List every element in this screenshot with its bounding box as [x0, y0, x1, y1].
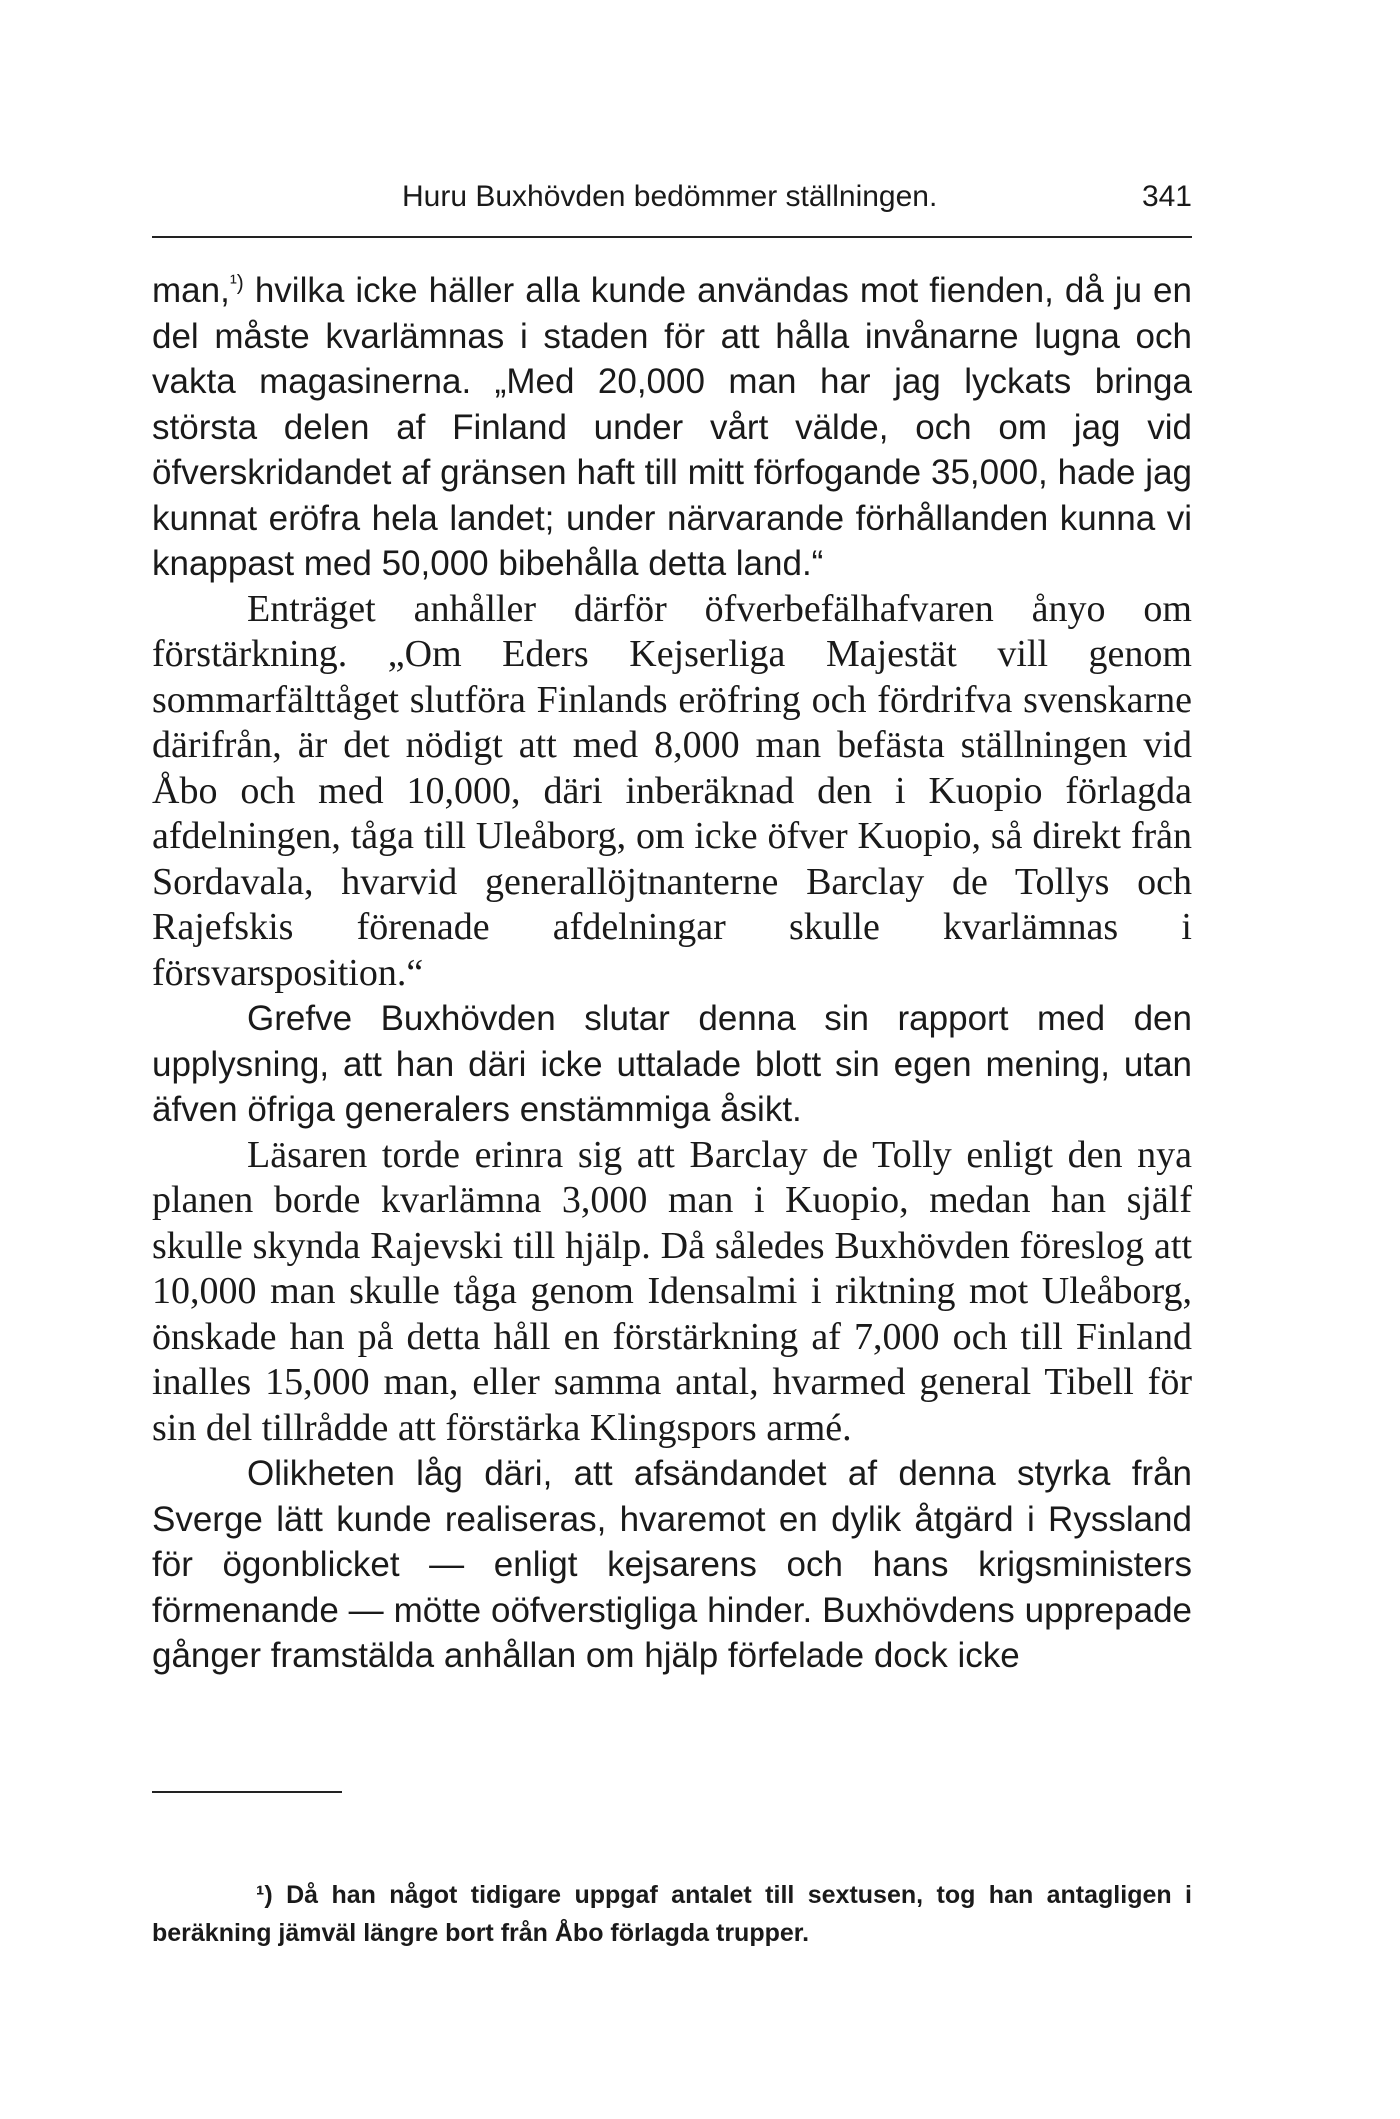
paragraph-1-start: man,: [152, 271, 230, 310]
paragraph-3: Grefve Buxhövden slutar denna sin rapport med den upplysning, att han däri icke uttalade blott sin egen mening, utan äfven öfriga generalers enstämmiga åsikt.: [152, 999, 1192, 1129]
running-header: [152, 180, 1192, 230]
footnote-marker: ¹): [256, 1881, 273, 1909]
body-text: [152, 268, 1192, 1679]
running-title: Huru Buxhövden bedömmer ställningen.: [402, 180, 938, 213]
header-rule: [152, 236, 1192, 238]
footnote: [152, 1876, 1192, 1952]
paragraph-4: Läsaren torde erinra sig att Barclay de Tolly enligt den nya planen borde kvarlämna 3,000 man i Kuopio, medan han själf skulle skynda Rajevski till hjälp. Då således Buxhövden föreslog att 10,000 man skulle tåga genom Idensalmi i riktning mot Uleåborg, önskade han på detta håll en förstärkning af 7,000 och till Finland inalles 15,000 man, eller samma antal, hvarmed general Tibell för sin del tillrådde att förstärka Klingspors armé.: [152, 1133, 1192, 1449]
paragraph-1: [152, 268, 1192, 587]
footnote-text: Då han något tidigare uppgaf antalet till sextusen, tog han antagligen i beräkning jämväl längre bort från Åbo förlagda trupper.: [152, 1881, 1192, 1947]
footnote-rule: [152, 1791, 342, 1793]
footnote-reference: ¹): [229, 271, 244, 295]
paragraph-5: Olikheten låg däri, att afsändandet af denna styrka från Sverge lätt kunde realiseras, hvaremot en dylik åtgärd i Ryssland för ögonblicket — enligt kejsarens och hans krigsministers förmenande — mötte oöfverstigliga hinder. Buxhövdens upprepade gånger framstälda anhållan om hjälp förfelade dock icke: [152, 1454, 1192, 1675]
paragraph-2: Enträget anhåller därför öfverbefälhafvaren ånyo om förstärkning. „Om Eders Kejserliga Majestät vill genom sommarfälttåget slutföra Finlands eröfring och fördrifva svenskarne därifrån, är det nödigt att med 8,000 man befästa ställningen vid Åbo och med 10,000, däri inberäknad den i Kuopio förlagda afdelningen, tåga till Uleåborg, om icke öfver Kuopio, så direkt från Sordavala, hvarvid generallöjtnanterne Barclay de Tollys och Rajefskis förenade afdelningar skulle kvarlämnas i försvarsposition.“: [152, 587, 1192, 994]
page-number: 341: [1141, 180, 1192, 213]
paragraph-1-rest: hvilka icke häller alla kunde användas mot fienden, då ju en del måste kvarlämnas i staden för att hålla invånarne lugna och vakta magasinerna. „Med 20,000 man har jag lyckats bringa största delen af Finland under vårt välde, och om jag vid öfverskridandet af gränsen haft till mitt förfogande 35,000, hade jag kunnat eröfra hela landet; under närvarande förhållanden kunna vi knappast med 50,000 bibehålla detta land.“: [152, 271, 1192, 583]
